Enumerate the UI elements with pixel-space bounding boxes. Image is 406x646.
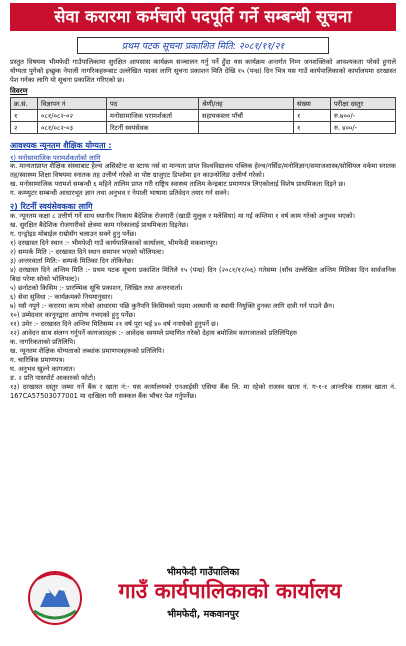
term-item: ४) दरखास्त दिने अन्तिम मिति :- प्रथम पटक सूचना प्रकाशित मितिले १५ (पन्ध्र) दिन (२०८१/१२/०६) गतेसम्म (साँच उल्लेखित अन्तिम मितिका दिन सार्वजनिक बिदा परेमा सोको भोलिपल्ट)। [10,266,396,283]
psych-item: ग. कम्प्युटर सम्बन्धी आधारभूत ज्ञान तथा अनुभव र नेपाली भाषामा प्रतिवेदन तयार गर्न सक्ने। [10,189,230,197]
publish-date-box: प्रथम पटक सूचना प्रकाशित मिति: २०८१/११/२१ [77,37,329,54]
returnee-item: ग. एन्ड्रोइड मोबाईल राम्रोसँग चलाउन सक्ने हुनु पर्नेछ। [10,230,137,238]
cell-sn: २ [11,122,38,134]
cell-ad-no: ०८१/०८२-०३ [38,122,107,134]
cell-fee: रु. ४००/- [331,122,396,134]
cell-level: सहायकस्तर पाँचौं [199,110,294,122]
cell-count: १ [294,122,331,134]
table-row [11,122,396,134]
notice-banner: सेवा करारमा कर्मचारी पदपूर्ति गर्ने सम्बन्धी सूचना [10,3,396,31]
document-item: ङ. २ प्रति पासपोर्ट आकारको फोटो। [10,374,96,382]
office-location: भीमफेदी, मकवानपुर [167,609,239,620]
term-item: १३) दरखास्त दस्तुर जम्मा गर्ने बैंक र खाता नं:- यस कार्यालयको एनआईसी एसिया बैंक लि. मा रहेको राजस्व खाता नं. ग-१-१ आन्तरिक राजस्व खाता नं. 167CA57503077001 मा दाखिला गरी सक्कल बैंक भौचर पेश गर्नुपर्नेछ। [10,383,396,400]
term-item: १) दरखास्त दिने स्थान :- भीमफेदी गाउँ कार्यपालिकाको कार्यालय, भीमफेदी मकवानपुर। [10,239,218,247]
document-item: घ. अनुभव खुल्ने कागजात। [10,365,75,373]
document-item: ग. चारित्रिक प्रमाणपत्र। [10,356,65,364]
intro-paragraph: प्रस्तुत विषयमा भीमफेदी गाउँपालिकामा सुरक्षित आपसास कार्यक्रम सञ्चालन गर्नु पर्ने हुँदा यस कार्यक्रम अन्तर्गत निम्न जनशक्तिको आवश्यकता परेको हुनाले योग्यता पुगेको इच्छुक नेपाली नागरिकहरूबाट उल्लेखित पदका लागि सूचना प्रकाशन मिति देखि १५ (पन्ध्र) दिन भित्र यस गाउँ कार्यपालिकाको कार्यालयमा दरखास्त पेश गर्नका लागि यो सूचना प्रकाशित गरिएको छ। [10,58,396,84]
col-header-fee: परीक्षा दस्तुर [331,98,396,110]
table-row [11,110,396,122]
table-label: विवरण [10,87,28,95]
term-item: ७) यसै नपुगे :- करारमा काम गरेको आधारमा पछि कुनैपनि किसिमको पदमा अस्थायी वा स्थायी नियुक्ति हुनका लागि दावी गर्न पाउने छैन। [10,302,335,310]
municipality-name: भीमफेदी गाउँपालिका [166,567,240,578]
col-header-ad-no: विज्ञापन नं [38,98,107,110]
returnee-item: क. न्यूनतम कक्षा ८ उत्तीर्ण गर्ने साथ स्थानीय निकाय बैदेशिक रोजगारी (खाडी मुलुक र मलेसिया) मा गई कम्तिमा १ वर्ष काम गरेको अनुभव भएको। [10,212,356,220]
term-item: १२) आवेदन साथ संलग्न गर्नुपर्ने कागजातहरू :- आवेदक स्वयम्ले प्रमाणित गरेको देहाय बमोजिम कागजातको प्रतिलिपिहरु [10,329,297,337]
term-item: १०) उम्मेदवार कानूनद्वारा आयोग्य नभएको हुनु पर्नेछ। [10,311,136,319]
cell-post: रिटर्नी स्वयंसेवक [107,122,199,134]
col-header-sn: क्र.सं. [11,98,38,110]
term-item: ३) अन्तरवार्ता मिति:- सम्पर्क मितिका दिन तोकिनेछ। [10,257,134,265]
office-name: गाउँ कार्यपालिकाको कार्यालय [118,579,342,603]
psych-item: ख. मनोसामाजिक परामर्श सम्बन्धी ६ महिने तालिम प्राप्त गरी राष्ट्रिय स्वास्थ्य तालिम केन्द्रबाट प्रमाणपत्र लिएकोलाई विशेष प्राथमिकता दिइने छ। [10,180,346,188]
col-header-count: संख्या [294,98,331,110]
cell-count: १ [294,110,331,122]
cell-ad-no: ०८१/०८२-०२ [38,110,107,122]
returnee-item: ख. सुरक्षित बैदेशिक रोजगारीको क्षेत्रमा काम गरेकालाई प्राथमिकता दिइनेछ। [10,221,189,229]
document-item: ख. न्यूनतम शैक्षिक योग्यताको लब्धांक प्रमाणपत्रहरूको प्रतिलिपि। [10,347,165,355]
cell-level [199,122,294,134]
cell-post: मनोसामाजिक परामर्शकर्ता [107,110,199,122]
col-header-post: पद [107,98,199,110]
qualification-heading: आवश्यक न्यूनतम शैक्षिक योग्यता : [10,141,112,150]
returnee-heading: २) रिटर्नी स्वयंसेवकका लागि [10,202,93,211]
cell-sn: १ [11,110,38,122]
table-header-row [11,98,396,110]
cell-fee: रु.७००/- [331,110,396,122]
psych-item: क. मान्यताप्राप्त शैक्षिक संस्थाबाट हेल्थ असिस्टेन्ट वा स्टाफ नर्स वा मान्यता प्राप्त विश्वविद्यालय पब्लिक हेल्थ/नर्सिङ/मनोविज्ञान/समाजशास्त्र/सोसियल वर्कमा स्नातक तह/स्वास्थ्य शिक्षा विषयमा स्नातक तह उत्तीर्ण गरेको वा पोष्ट ग्राजुएट डिप्लोमा इन काउन्सेलिङ उत्तीर्ण गरेको। [10,162,396,179]
col-header-level: श्रेणी/तह [199,98,294,110]
term-item: ५) छनोटको किसिम :- प्रारम्भिक सूचि प्रकाशन, लिखित तथा अन्तरवार्ता। [10,284,183,292]
psych-counselor-heading: १) मनोसामाजिक परामर्शकर्ताको लागि [10,154,101,162]
positions-table [10,97,396,134]
document-item: क. नागरिकताको प्रतिलिपि। [10,338,76,346]
term-item: ११) उमेर :- दरखास्त दिने अन्तिम मितिसम्म २१ वर्ष पूरा भई ४० वर्ष ननाघेको हुनुपर्ने छ। [10,320,219,328]
term-item: २) सम्पर्क मिति :- दरखास्त दिने स्थान समापन भएको भोलिपल्ट। [10,248,164,256]
office-footer [0,563,406,646]
term-item: ६) सेवा सुविधा :- कार्यक्रमको नियमानुसार। [10,293,113,301]
